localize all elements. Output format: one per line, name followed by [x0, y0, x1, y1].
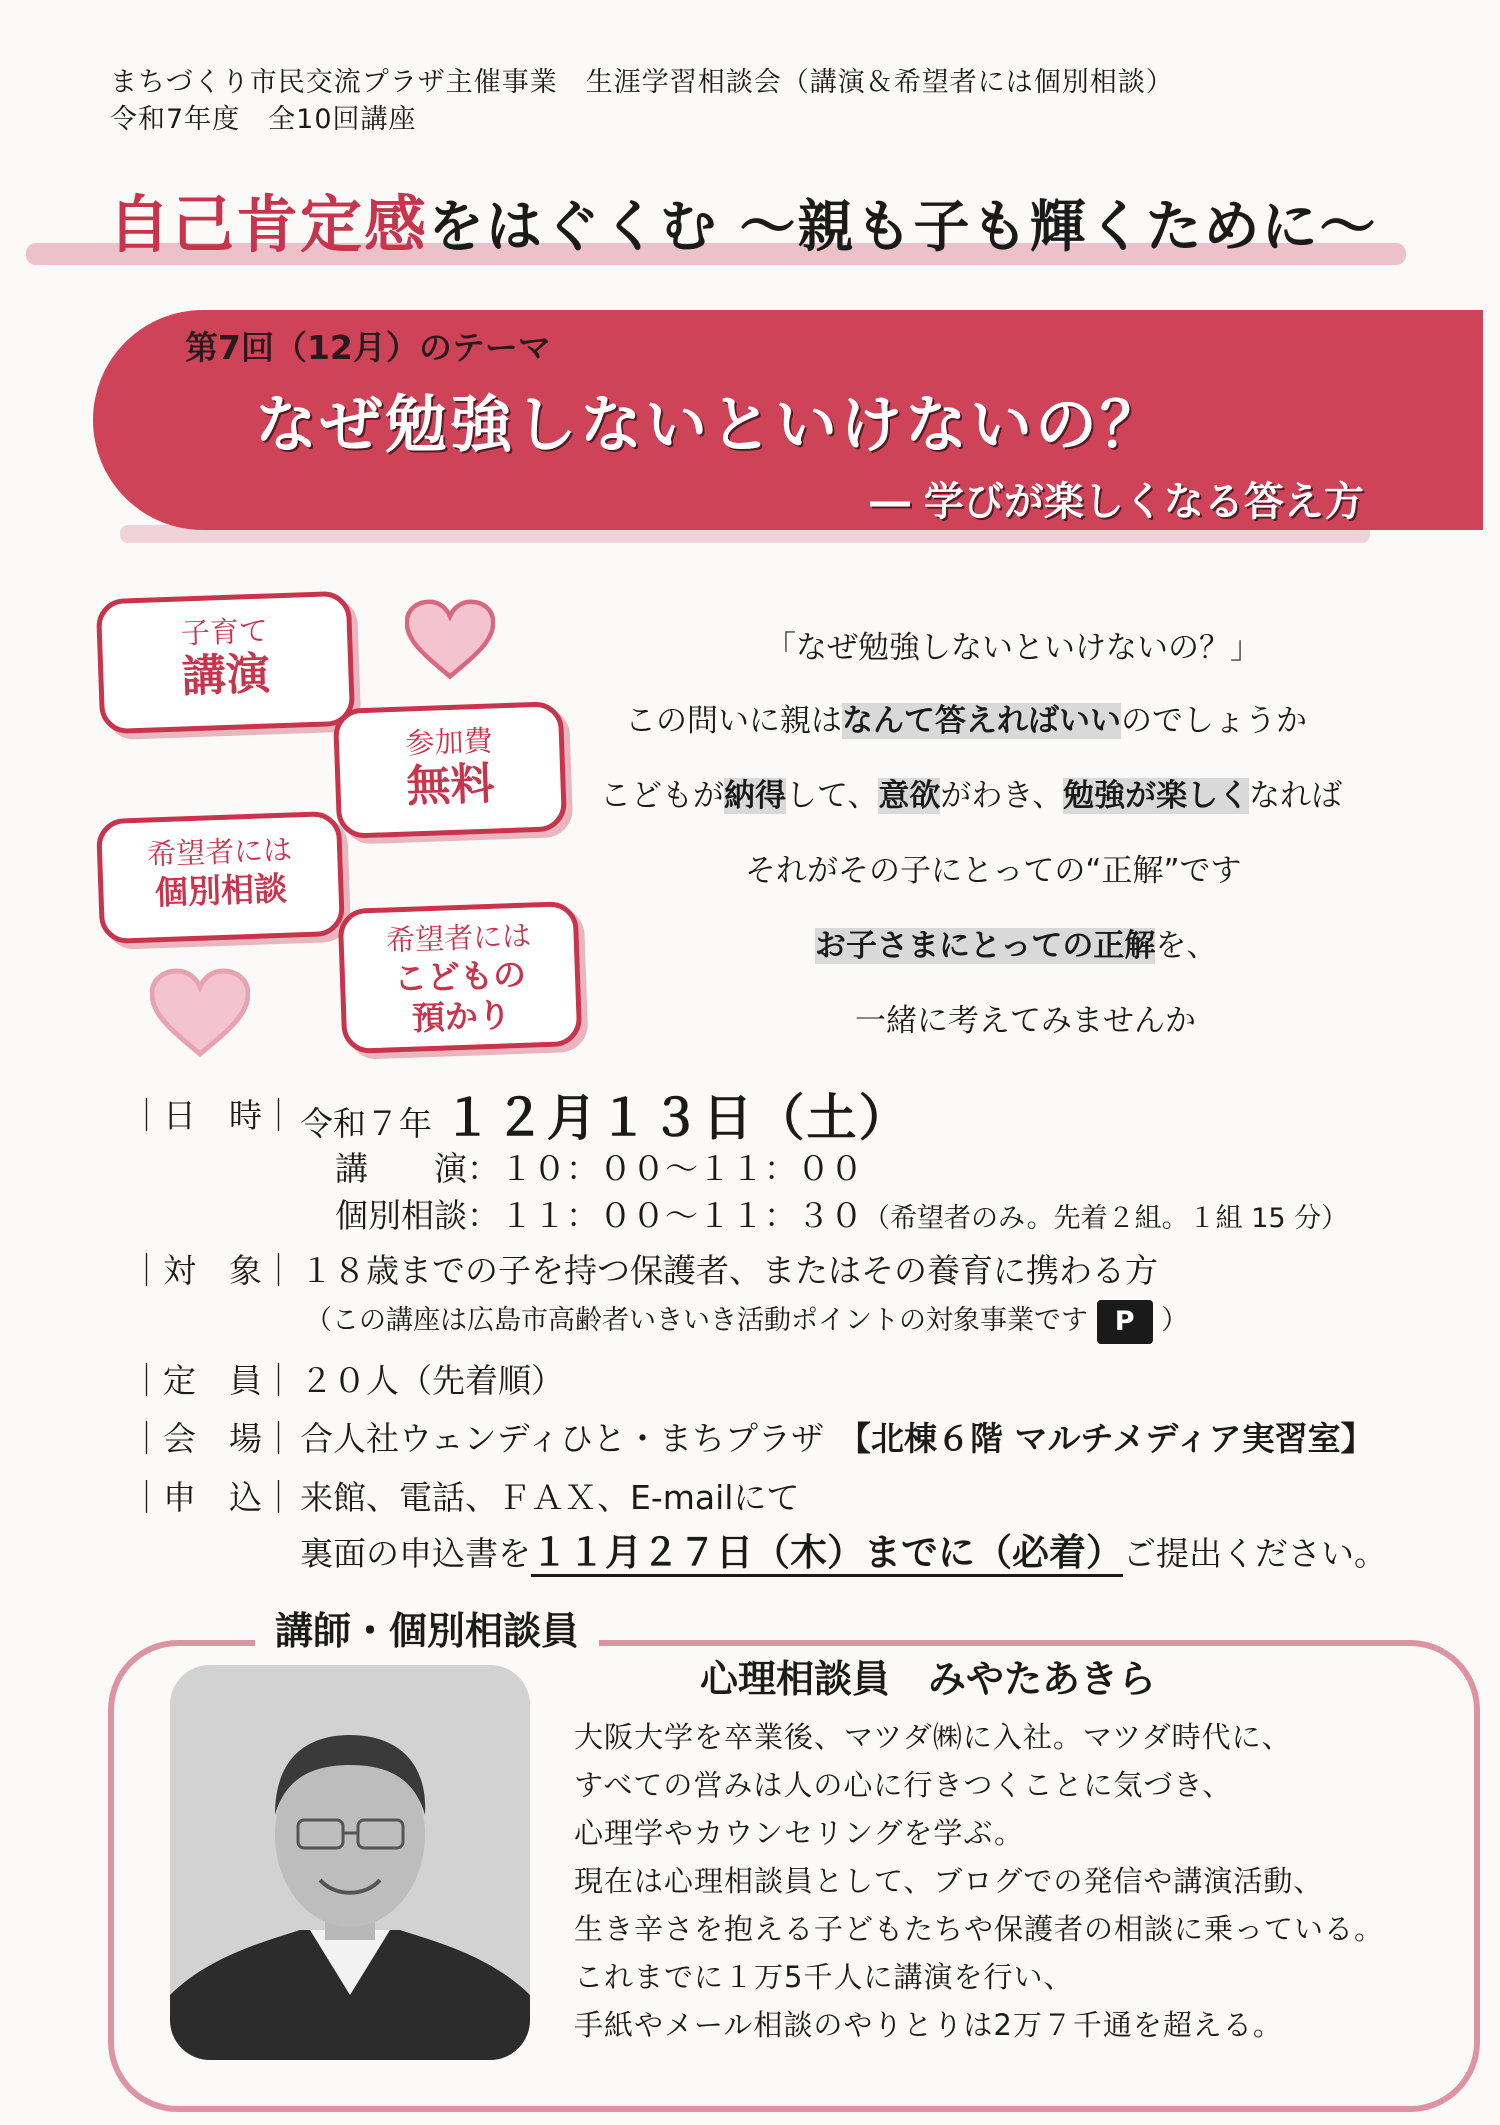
lecture-time: 講 演：１０：００～１１：００ [335, 1149, 863, 1188]
theme-label: 第7回（12月）のテーマ [185, 328, 551, 367]
main-title [108, 175, 1378, 264]
intro-line3-c: して、 [786, 778, 879, 814]
venue-label: ｜会 場｜ [130, 1419, 295, 1458]
target-note-end: ） [1161, 1305, 1189, 1336]
main-title-highlight: 自己肯定感 [108, 188, 429, 261]
target-note [305, 1298, 1188, 1344]
apply-line2-c: ご提出ください。 [1123, 1534, 1387, 1573]
datetime-prefix: 令和７年 [300, 1104, 432, 1143]
point-icon: P [1097, 1300, 1153, 1344]
intro-line5-em: お子さまにとっての正解 [815, 928, 1156, 964]
target-value: １８歳までの子を持つ保護者、またはその養育に携わる方 [300, 1251, 1158, 1290]
badge-consult [96, 811, 345, 944]
apply-deadline: １１月２７日（木）までに（必着） [531, 1531, 1123, 1577]
badge-childcare-line2: 預かり [411, 994, 512, 1038]
bio-line: これまでに１万5千人に講演を行い、 [574, 1960, 1074, 1994]
consult-time-value: 個別相談：１１：００～１１：３０ [335, 1196, 863, 1235]
consult-note: （希望者のみ。先着２組。１組 15 分） [863, 1203, 1349, 1234]
bio-line: 大阪大学を卒業後、マツダ㈱に入社。マツダ時代に、 [574, 1720, 1292, 1754]
main-title-rest: をはぐくむ ～親も子も輝くために～ [428, 195, 1378, 260]
badge-lecture-large: 講演 [181, 648, 271, 703]
instructor-heading: 講師・個別相談員 [255, 1600, 599, 1655]
intro-line5-b: を、 [1155, 928, 1218, 964]
heart-icon [150, 968, 250, 1060]
intro-line2-em: なんて答えればいい [842, 703, 1121, 739]
intro-line3-em2: 意欲 [878, 778, 941, 814]
badge-fee [333, 701, 567, 839]
theme-title: なぜ勉強しないといけないの？ [255, 388, 1166, 461]
badge-childcare [338, 901, 583, 1054]
badge-consult-large: 個別相談 [154, 868, 288, 913]
bio-line: 心理学やカウンセリングを学ぶ。 [574, 1816, 1025, 1850]
apply-line2-a: 裏面の申込書を [300, 1534, 531, 1573]
intro-line3-e: がわき、 [940, 778, 1064, 814]
bio-line: 手紙やメール相談のやりとりは2万７千通を超える。 [574, 2008, 1283, 2042]
apply-methods: 来館、電話、ＦＡＸ、E-mailにて [300, 1478, 800, 1517]
intro-line3-g: なれば [1249, 778, 1343, 814]
intro-line2 [625, 695, 1307, 740]
instructor-photo [170, 1665, 530, 2060]
series-line: 令和7年度 全10回講座 [110, 104, 417, 135]
apply-deadline-line [300, 1522, 1387, 1576]
capacity-label: ｜定 員｜ [130, 1361, 295, 1400]
intro-line4: それがその子にとっての“正解”です [745, 853, 1242, 889]
badge-lecture [96, 591, 356, 735]
bio-line: 現在は心理相談員として、ブログでの発信や講演活動、 [574, 1864, 1324, 1898]
badge-lecture-small: 子育て [180, 613, 269, 651]
event-date: １２月１３日（土） [442, 1089, 911, 1147]
theme-subtitle: ― 学びが楽しくなる答え方 [870, 479, 1364, 525]
heart-icon [405, 598, 495, 683]
intro-line3-em3: 勉強が楽しく [1063, 778, 1250, 814]
bio-line: すべての営みは人の心に行きつくことに気づき、 [574, 1768, 1233, 1802]
target-note-text: （この講座は広島市高齢者いきいき活動ポイントの対象事業です [305, 1305, 1088, 1336]
badge-consult-small: 希望者には [146, 832, 293, 872]
consult-time [335, 1190, 1348, 1237]
venue-name: 合人社ウェンディひと・まちプラザ [300, 1419, 825, 1458]
datetime-label: ｜日 時｜ [130, 1096, 295, 1135]
venue-room: 【北棟６階 マルチメディア実習室】 [838, 1419, 1374, 1458]
badge-fee-large: 無料 [405, 758, 496, 813]
intro-line2-a: この問いに親は [625, 703, 842, 739]
intro-line3-a: こどもが [600, 778, 724, 814]
badge-fee-small: 参加費 [404, 723, 494, 761]
intro-line6: 一緒に考えてみませんか [855, 1003, 1196, 1039]
intro-question: 「なぜ勉強しないといけないの？」 [765, 630, 1261, 666]
badge-childcare-small: 希望者には [385, 918, 532, 958]
apply-label: ｜申 込｜ [130, 1478, 295, 1517]
intro-line5 [815, 920, 1217, 965]
bio-line: 生き辛さを抱える子どもたちや保護者の相談に乗っている。 [574, 1912, 1385, 1946]
intro-line3 [600, 770, 1342, 815]
organizer-line: まちづくり市民交流プラザ主催事業 生涯学習相談会（講演＆希望者には個別相談） [110, 67, 1174, 98]
datetime-value [300, 1078, 911, 1150]
intro-line3-em1: 納得 [724, 778, 786, 814]
target-label: ｜対 象｜ [130, 1251, 295, 1290]
badge-childcare-line1: こどもの [393, 954, 527, 999]
venue-value [300, 1413, 1374, 1460]
capacity-value: ２０人（先着順） [300, 1361, 564, 1400]
intro-line2-c: のでしょうか [1121, 703, 1307, 739]
instructor-name: 心理相談員 みやたあきら [700, 1657, 1157, 1701]
